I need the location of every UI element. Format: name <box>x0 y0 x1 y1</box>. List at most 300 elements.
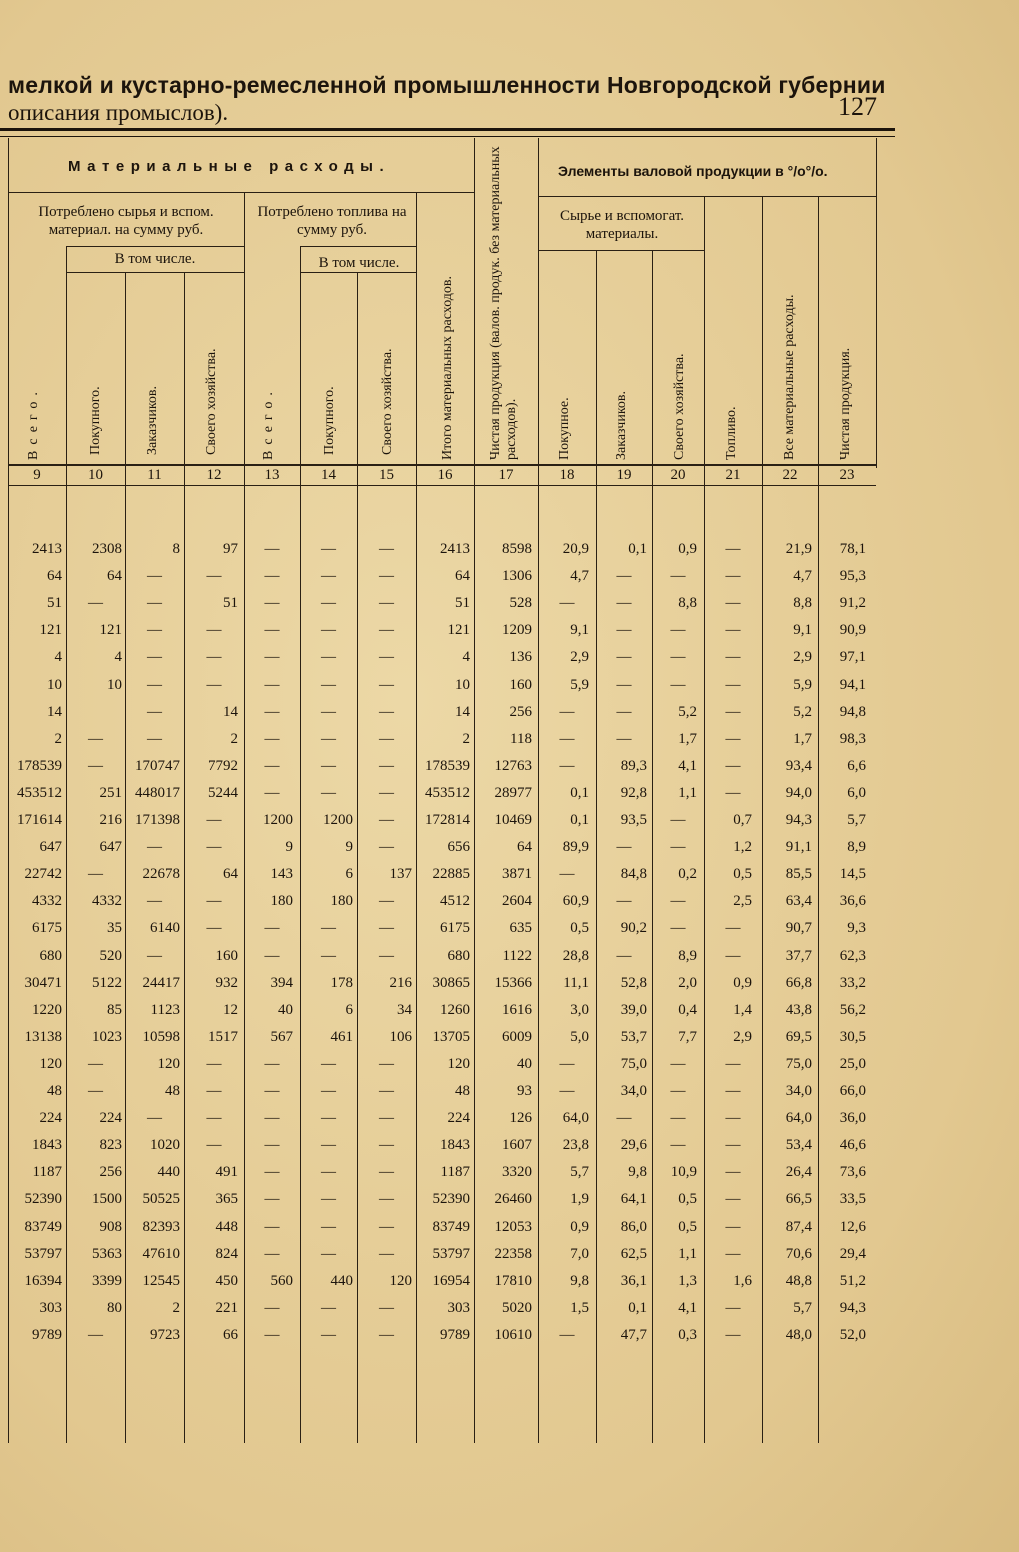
cell-r29-c19: 0,1 <box>628 1299 647 1316</box>
cell-r19-c19: 53,7 <box>620 1028 647 1045</box>
cell-r4-c20: — <box>670 622 686 639</box>
cell-r16-c17: 1122 <box>502 947 532 964</box>
cell-r19-c13: 567 <box>270 1028 293 1045</box>
cell-r5-c11: — <box>147 649 162 666</box>
cell-r17-c12: 932 <box>215 974 238 991</box>
hrule-fuel-group <box>300 246 416 247</box>
cell-r24-c9: 1187 <box>32 1164 62 1181</box>
cell-r4-c9: 121 <box>39 622 62 639</box>
cell-r13-c11: 22678 <box>142 866 180 883</box>
cell-r12-c16: 656 <box>447 839 470 856</box>
cell-r6-c16: 10 <box>455 676 470 693</box>
cell-r17-c17: 15366 <box>494 974 532 991</box>
cell-r11-c19: 93,5 <box>620 812 647 828</box>
cell-r3-c12: 51 <box>223 595 238 612</box>
cell-r3-c19: — <box>616 595 632 612</box>
cell-r8-c22: 1,7 <box>793 730 812 747</box>
cell-r26-c22: 87,4 <box>785 1218 812 1235</box>
cell-r27-c21: — <box>725 1245 741 1262</box>
cell-r15-c9: 6175 <box>32 920 62 937</box>
cell-r11-c16: 172814 <box>425 812 470 828</box>
cell-r25-c20: 0,5 <box>678 1191 697 1208</box>
cell-r26-c16: 83749 <box>432 1218 470 1235</box>
cell-r6-c20: — <box>670 676 686 693</box>
cell-r8-c17: 118 <box>510 730 532 747</box>
col-label-21: Топливо. <box>724 406 739 460</box>
cell-r2-c22: 4,7 <box>793 568 812 585</box>
cell-r9-c13: — <box>264 757 280 774</box>
cell-r7-c13: — <box>264 703 280 720</box>
hrule-rawpct-group <box>538 250 704 251</box>
cell-r24-c17: 3320 <box>502 1164 532 1181</box>
cell-r2-c17: 1306 <box>502 568 532 585</box>
cell-r5-c17: 136 <box>509 649 532 666</box>
cell-r29-c20: 4,1 <box>678 1299 697 1316</box>
cell-r21-c10: — <box>88 1083 103 1099</box>
cell-r11-c12: — <box>206 812 222 828</box>
cell-r1-c22: 21,9 <box>785 541 812 557</box>
cell-r6-c13: — <box>264 676 280 693</box>
cell-r27-c20: 1,1 <box>678 1245 697 1262</box>
column-number-13: 13 <box>264 467 280 483</box>
column-number-21: 21 <box>725 467 741 483</box>
cell-r10-c23: 6,0 <box>847 784 866 801</box>
cell-r24-c12: 491 <box>215 1164 238 1181</box>
cell-r10-c18: 0,1 <box>570 784 589 801</box>
cell-r26-c15: — <box>379 1218 394 1235</box>
section-gross-elements: Элементы валовой продукции в °/о°/о. <box>558 163 828 179</box>
cell-r5-c20: — <box>670 649 686 666</box>
cell-r8-c11: — <box>147 730 162 747</box>
cell-r27-c13: — <box>264 1245 280 1262</box>
cell-r25-c14: — <box>321 1191 336 1208</box>
cell-r6-c15: — <box>379 676 394 693</box>
column-number-18: 18 <box>559 467 575 483</box>
running-subtitle: описания промыслов). <box>8 100 229 125</box>
cell-r16-c10: 520 <box>99 947 122 964</box>
cell-r17-c21: 0,9 <box>733 974 752 991</box>
cell-r12-c22: 91,1 <box>785 839 812 856</box>
cell-r1-c10: 2308 <box>92 541 122 557</box>
cell-r14-c11: — <box>147 893 162 910</box>
cell-r18-c11: 1123 <box>150 1001 180 1018</box>
cell-r14-c9: 4332 <box>32 893 62 910</box>
cell-r1-c14: — <box>321 541 336 557</box>
cell-r17-c11: 24417 <box>142 974 180 991</box>
cell-r9-c17: 12763 <box>494 757 532 774</box>
cell-r16-c19: — <box>616 947 632 964</box>
column-number-9: 9 <box>33 467 41 483</box>
cell-r16-c23: 62,3 <box>839 947 866 964</box>
cell-r14-c21: 2,5 <box>733 893 752 910</box>
cell-r15-c17: 635 <box>509 920 532 937</box>
cell-r20-c12: — <box>206 1055 222 1072</box>
cell-r23-c10: 823 <box>99 1137 122 1154</box>
cell-r16-c20: 8,9 <box>678 947 697 964</box>
cell-r29-c9: 303 <box>39 1299 62 1316</box>
cell-r27-c18: 7,0 <box>570 1245 589 1262</box>
cell-r22-c16: 224 <box>447 1110 470 1127</box>
cell-r17-c23: 33,2 <box>839 974 866 991</box>
cell-r22-c23: 36,0 <box>839 1110 866 1127</box>
cell-r13-c13: 143 <box>270 866 293 883</box>
cell-r24-c21: — <box>725 1164 741 1181</box>
cell-r21-c9: 48 <box>47 1083 62 1099</box>
cell-r17-c15: 216 <box>389 974 412 991</box>
col-label-17: Чистая продукция (валов. продук. без материальных расходов). <box>488 146 519 460</box>
cell-r15-c18: 0,5 <box>570 920 589 937</box>
cell-r24-c11: 440 <box>157 1164 180 1181</box>
cell-r14-c17: 2604 <box>502 893 532 910</box>
cell-r15-c21: — <box>725 920 741 937</box>
cell-r29-c18: 1,5 <box>570 1299 589 1316</box>
cell-r19-c10: 1023 <box>92 1028 122 1045</box>
cell-r11-c23: 5,7 <box>847 812 866 828</box>
cell-r22-c17: 126 <box>509 1110 532 1127</box>
cell-r26-c11: 82393 <box>142 1218 180 1235</box>
cell-r17-c9: 30471 <box>24 974 62 991</box>
cell-r12-c21: 1,2 <box>733 839 752 856</box>
cell-r12-c10: 647 <box>99 839 122 856</box>
cell-r19-c15: 106 <box>389 1028 412 1045</box>
cell-r9-c10: — <box>88 757 103 774</box>
cell-r27-c16: 53797 <box>432 1245 470 1262</box>
cell-r18-c16: 1260 <box>440 1001 470 1018</box>
cell-r23-c14: — <box>321 1137 336 1154</box>
cell-r10-c20: 1,1 <box>678 784 697 801</box>
cell-r9-c12: 7792 <box>208 757 238 774</box>
cell-r16-c21: — <box>725 947 741 964</box>
cell-r30-c23: 52,0 <box>839 1326 866 1343</box>
cell-r8-c10: — <box>88 730 103 747</box>
cell-r6-c23: 94,1 <box>839 676 866 693</box>
cell-r1-c9: 2413 <box>32 541 62 557</box>
cell-r26-c10: 908 <box>99 1218 122 1235</box>
cell-r30-c16: 9789 <box>440 1326 470 1343</box>
cell-r20-c9: 120 <box>39 1055 62 1072</box>
cell-r13-c23: 14,5 <box>839 866 866 883</box>
cell-r7-c16: 14 <box>455 703 470 720</box>
cell-r13-c16: 22885 <box>432 866 470 883</box>
cell-r6-c18: 5,9 <box>570 676 589 693</box>
cell-r16-c16: 680 <box>447 947 470 964</box>
cell-r19-c18: 5,0 <box>570 1028 589 1045</box>
cell-r30-c13: — <box>264 1326 280 1343</box>
cell-r23-c18: 23,8 <box>562 1137 589 1154</box>
hrule-material-sect <box>8 192 474 193</box>
cell-r23-c20: — <box>670 1137 686 1154</box>
col-label-16: Итого материальных расходов. <box>440 275 455 460</box>
cell-r14-c14: 180 <box>330 893 353 910</box>
cell-r14-c23: 36,6 <box>839 893 866 910</box>
cell-r1-c20: 0,9 <box>678 541 697 557</box>
cell-r4-c13: — <box>264 622 280 639</box>
subcol-divider <box>184 272 185 1443</box>
cell-r6-c10: 10 <box>107 676 122 693</box>
cell-r30-c17: 10610 <box>494 1326 532 1343</box>
cell-r17-c22: 66,8 <box>785 974 812 991</box>
cell-r10-c17: 28977 <box>494 784 532 801</box>
subgroup-fuel-in-that-number: В том числе. <box>318 255 400 271</box>
cell-r24-c16: 1187 <box>440 1164 470 1181</box>
cell-r20-c19: 75,0 <box>620 1055 647 1072</box>
col-label-23: Чистая продукция. <box>838 347 853 460</box>
cell-r5-c9: 4 <box>54 649 62 666</box>
cell-r21-c12: — <box>206 1083 222 1099</box>
cell-r22-c13: — <box>264 1110 280 1127</box>
group-raw-materials: Потреблено сырья и вспом. материал. на сумму руб. <box>38 204 214 238</box>
cell-r9-c23: 6,6 <box>847 757 866 774</box>
cell-r14-c16: 4512 <box>440 893 470 910</box>
cell-r25-c22: 66,5 <box>785 1191 812 1208</box>
cell-r11-c21: 0,7 <box>733 812 752 828</box>
cell-r15-c20: — <box>670 920 686 937</box>
cell-r21-c20: — <box>670 1083 686 1099</box>
col-label-22: Все материальные расходы. <box>782 294 797 460</box>
cell-r30-c22: 48,0 <box>785 1326 812 1343</box>
cell-r8-c14: — <box>321 730 336 747</box>
cell-r28-c13: 560 <box>270 1272 293 1289</box>
cell-r12-c17: 64 <box>517 839 532 856</box>
cell-r7-c17: 256 <box>509 703 532 720</box>
cell-r4-c19: — <box>616 622 632 639</box>
cell-r2-c11: — <box>147 568 162 585</box>
cell-r10-c16: 453512 <box>425 784 470 801</box>
cell-r29-c12: 221 <box>215 1299 238 1316</box>
cell-r9-c14: — <box>321 757 336 774</box>
cell-r6-c21: — <box>725 676 741 693</box>
cell-r4-c17: 1209 <box>502 622 532 639</box>
cell-r5-c22: 2,9 <box>793 649 812 666</box>
cell-r24-c14: — <box>321 1164 336 1181</box>
cell-r18-c17: 1616 <box>502 1001 532 1018</box>
col-label-20: Своего хозяйства. <box>672 353 687 460</box>
cell-r26-c9: 83749 <box>24 1218 62 1235</box>
cell-r9-c15: — <box>379 757 394 774</box>
cell-r1-c12: 97 <box>223 541 238 557</box>
cell-r20-c13: — <box>264 1055 280 1072</box>
group-raw-pct: Сырье и вспомогат. материалы. <box>559 208 685 242</box>
cell-r2-c14: — <box>321 568 336 585</box>
cell-r10-c12: 5244 <box>208 784 238 801</box>
hrule-colnum-bottom <box>8 485 876 486</box>
cell-r24-c20: 10,9 <box>670 1164 697 1181</box>
cell-r10-c15: — <box>379 784 394 801</box>
cell-r3-c10: — <box>88 595 103 612</box>
cell-r17-c20: 2,0 <box>678 974 697 991</box>
cell-r29-c23: 94,3 <box>839 1299 866 1316</box>
cell-r11-c15: — <box>379 812 394 828</box>
cell-r18-c13: 40 <box>278 1001 293 1018</box>
cell-r20-c21: — <box>725 1055 741 1072</box>
cell-r16-c18: 28,8 <box>562 947 589 964</box>
cell-r29-c11: 2 <box>172 1299 180 1316</box>
cell-r3-c18: — <box>559 595 575 612</box>
cell-r13-c12: 64 <box>223 866 238 883</box>
cell-r11-c17: 10469 <box>494 812 532 828</box>
cell-r21-c11: 48 <box>165 1083 180 1099</box>
hrule-raw-group <box>66 246 244 247</box>
cell-r29-c17: 5020 <box>502 1299 532 1316</box>
cell-r25-c15: — <box>379 1191 394 1208</box>
cell-r28-c10: 3399 <box>92 1272 122 1289</box>
cell-r23-c13: — <box>264 1137 280 1154</box>
cell-r22-c18: 64,0 <box>562 1110 589 1127</box>
cell-r18-c19: 39,0 <box>620 1001 647 1018</box>
cell-r20-c23: 25,0 <box>839 1055 866 1072</box>
cell-r9-c22: 93,4 <box>785 757 812 774</box>
cell-r2-c23: 95,3 <box>839 568 866 585</box>
top-rule-thin <box>0 136 895 137</box>
cell-r29-c13: — <box>264 1299 280 1316</box>
cell-r15-c23: 9,3 <box>847 920 866 937</box>
cell-r22-c20: — <box>670 1110 686 1127</box>
cell-r26-c13: — <box>264 1218 280 1235</box>
cell-r27-c12: 824 <box>215 1245 238 1262</box>
cell-r28-c19: 36,1 <box>620 1272 647 1289</box>
cell-r27-c15: — <box>379 1245 394 1262</box>
cell-r29-c16: 303 <box>447 1299 470 1316</box>
cell-r20-c11: 120 <box>157 1055 180 1072</box>
cell-r18-c10: 85 <box>107 1001 122 1018</box>
cell-r7-c21: — <box>725 703 741 720</box>
cell-r25-c16: 52390 <box>432 1191 470 1208</box>
cell-r17-c13: 394 <box>270 974 293 991</box>
page-number: 127 <box>838 92 877 121</box>
cell-r25-c11: 50525 <box>142 1191 180 1208</box>
cell-r11-c20: — <box>670 812 686 828</box>
column-number-19: 19 <box>616 467 632 483</box>
cell-r16-c13: — <box>264 947 280 964</box>
cell-r1-c11: 8 <box>172 541 180 557</box>
cell-r9-c16: 178539 <box>425 757 470 774</box>
cell-r8-c20: 1,7 <box>678 730 697 747</box>
hrule-header-bottom <box>8 464 876 466</box>
cell-r19-c20: 7,7 <box>678 1028 697 1045</box>
cell-r19-c21: 2,9 <box>733 1028 752 1045</box>
cell-r1-c13: — <box>264 541 280 557</box>
table-right-border <box>876 138 877 468</box>
cell-r5-c19: — <box>616 649 632 666</box>
cell-r7-c20: 5,2 <box>678 703 697 720</box>
cell-r24-c22: 26,4 <box>785 1164 812 1181</box>
cell-r29-c22: 5,7 <box>793 1299 812 1316</box>
running-title: мелкой и кустарно-ремесленной промышленности Новгородской губернии <box>8 72 886 98</box>
cell-r21-c19: 34,0 <box>620 1083 647 1099</box>
cell-r30-c18: — <box>559 1326 575 1343</box>
cell-r6-c14: — <box>321 676 336 693</box>
top-rule-thick <box>0 128 895 131</box>
cell-r26-c17: 12053 <box>494 1218 532 1235</box>
cell-r2-c20: — <box>670 568 686 585</box>
cell-r7-c9: 14 <box>47 703 62 720</box>
cell-r22-c12: — <box>206 1110 222 1127</box>
cell-r7-c19: — <box>616 703 632 720</box>
cell-r28-c18: 9,8 <box>570 1272 589 1289</box>
cell-r21-c13: — <box>264 1083 280 1099</box>
cell-r20-c16: 120 <box>447 1055 470 1072</box>
cell-r29-c14: — <box>321 1299 336 1316</box>
cell-r30-c12: 66 <box>223 1326 238 1343</box>
cell-r25-c23: 33,5 <box>839 1191 866 1208</box>
cell-r5-c10: 4 <box>114 649 122 666</box>
cell-r23-c12: — <box>206 1137 222 1154</box>
cell-r4-c21: — <box>725 622 741 639</box>
cell-r27-c14: — <box>321 1245 336 1262</box>
cell-r18-c18: 3,0 <box>570 1001 589 1018</box>
cell-r21-c18: — <box>559 1083 575 1099</box>
cell-r13-c20: 0,2 <box>678 866 697 883</box>
cell-r11-c14: 1200 <box>323 812 353 828</box>
cell-r14-c15: — <box>379 893 394 910</box>
cell-r26-c19: 86,0 <box>620 1218 647 1235</box>
cell-r24-c10: 256 <box>99 1164 122 1181</box>
cell-r28-c22: 48,8 <box>785 1272 812 1289</box>
cell-r9-c11: 170747 <box>135 757 180 774</box>
cell-r3-c16: 51 <box>455 595 470 612</box>
cell-r14-c22: 63,4 <box>785 893 812 910</box>
cell-r9-c20: 4,1 <box>678 757 697 774</box>
cell-r25-c13: — <box>264 1191 280 1208</box>
cell-r22-c11: — <box>147 1110 162 1127</box>
cell-r23-c9: 1843 <box>32 1137 62 1154</box>
cell-r26-c23: 12,6 <box>839 1218 866 1235</box>
column-number-10: 10 <box>88 467 103 483</box>
cell-r4-c15: — <box>379 622 394 639</box>
cell-r7-c12: 14 <box>223 703 238 720</box>
cell-r12-c23: 8,9 <box>847 839 866 856</box>
cell-r27-c10: 5363 <box>92 1245 122 1262</box>
cell-r18-c14: 6 <box>345 1001 353 1018</box>
col-label-10: Покупного. <box>88 386 103 455</box>
cell-r27-c17: 22358 <box>494 1245 532 1262</box>
cell-r8-c18: — <box>559 730 575 747</box>
cell-r27-c23: 29,4 <box>839 1245 866 1262</box>
cell-r3-c20: 8,8 <box>678 595 697 612</box>
cell-r19-c16: 13705 <box>432 1028 470 1045</box>
cell-r28-c21: 1,6 <box>733 1272 752 1289</box>
cell-r6-c17: 160 <box>509 676 532 693</box>
cell-r15-c14: — <box>321 920 336 937</box>
cell-r28-c16: 16954 <box>432 1272 470 1289</box>
col-label-9: Всего. <box>26 386 41 460</box>
cell-r12-c18: 89,9 <box>562 839 589 856</box>
cell-r20-c14: — <box>321 1055 336 1072</box>
cell-r21-c22: 34,0 <box>785 1083 812 1099</box>
col-label-14: Покупного. <box>322 386 337 455</box>
cell-r1-c21: — <box>725 541 741 557</box>
cell-r16-c12: 160 <box>215 947 238 964</box>
cell-r2-c18: 4,7 <box>570 568 589 585</box>
cell-r13-c10: — <box>88 866 103 883</box>
cell-r1-c19: 0,1 <box>628 541 647 557</box>
cell-r13-c17: 3871 <box>502 866 532 883</box>
cell-r4-c23: 90,9 <box>839 622 866 639</box>
cell-r1-c23: 78,1 <box>839 541 866 557</box>
cell-r23-c15: — <box>379 1137 394 1154</box>
cell-r20-c20: — <box>670 1055 686 1072</box>
cell-r4-c22: 9,1 <box>793 622 812 639</box>
cell-r10-c21: — <box>725 784 741 801</box>
cell-r25-c21: — <box>725 1191 741 1208</box>
cell-r12-c12: — <box>206 839 222 856</box>
cell-r4-c16: 121 <box>447 622 470 639</box>
cell-r3-c17: 528 <box>509 595 532 612</box>
cell-r21-c23: 66,0 <box>839 1083 866 1099</box>
cell-r15-c19: 90,2 <box>620 920 647 937</box>
cell-r25-c18: 1,9 <box>570 1191 589 1208</box>
cell-r8-c23: 98,3 <box>839 730 866 747</box>
